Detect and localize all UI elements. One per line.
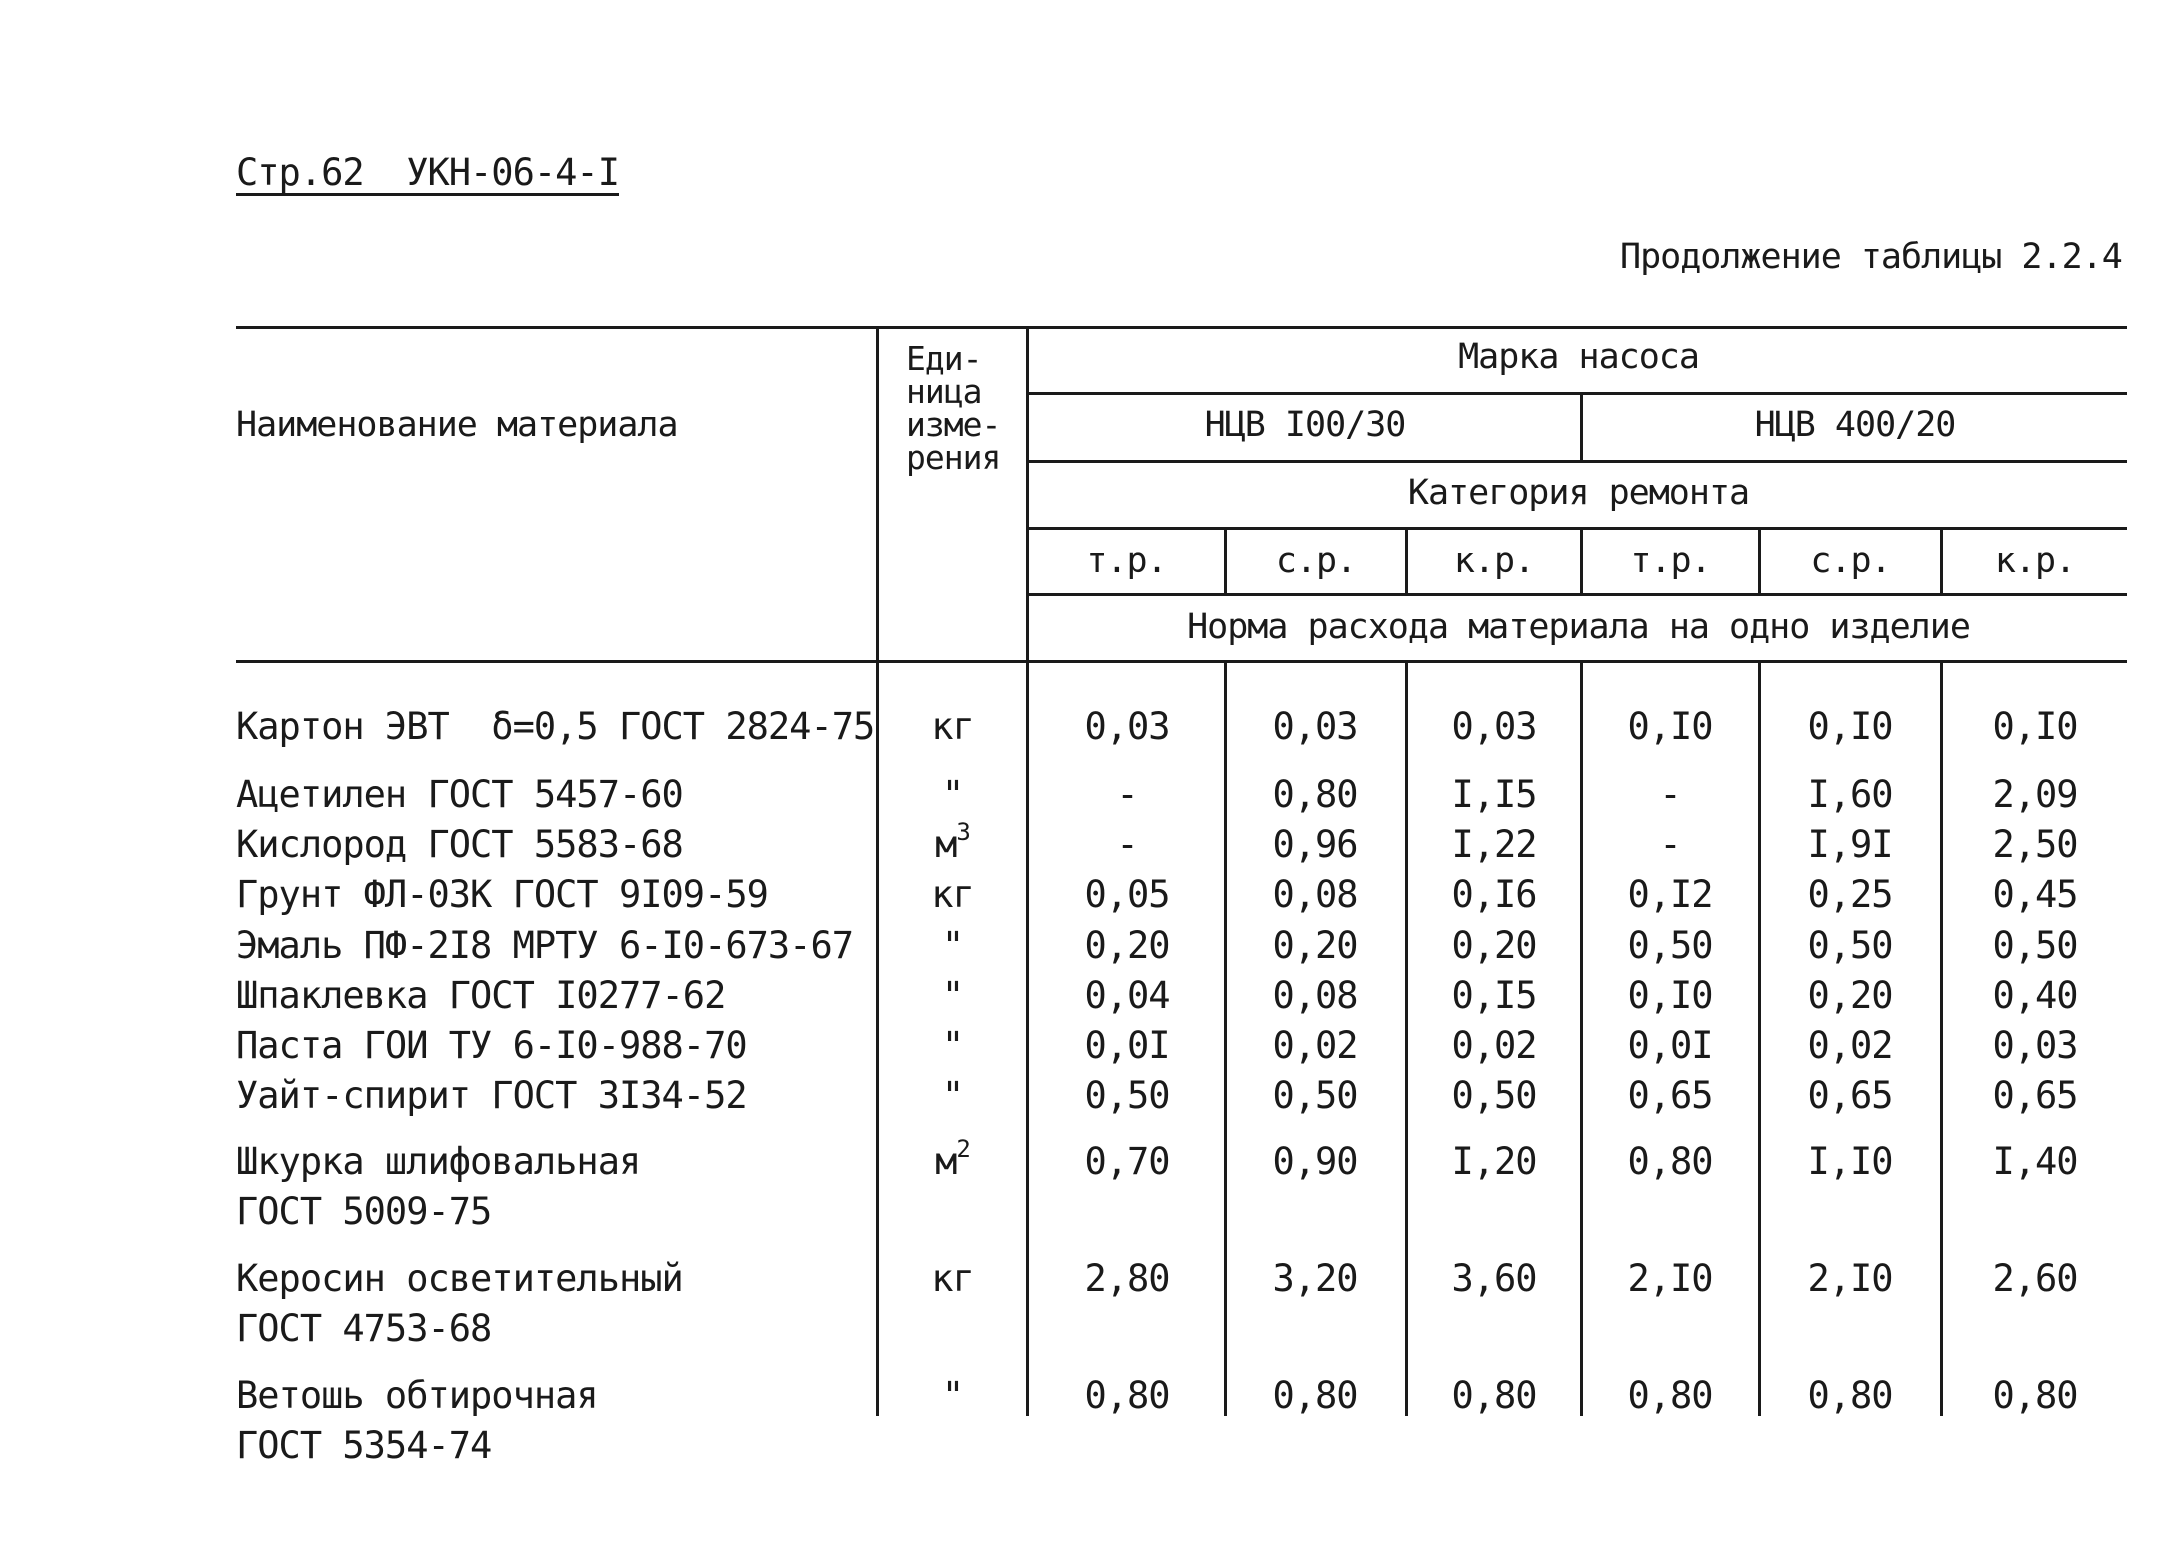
value-cell: 0,65 (1627, 1074, 1713, 1117)
pump-name-1: НЦВ I00/30 (1204, 405, 1406, 445)
category-label: к.р. (1994, 541, 2076, 581)
value-cell: 0,50 (1807, 924, 1893, 967)
value-cell: 3,20 (1272, 1257, 1358, 1300)
value-cell: I,9I (1807, 823, 1893, 866)
category-label: т.р. (1630, 541, 1711, 581)
value-cell: 0,50 (1084, 1074, 1170, 1117)
value-cell: - (1659, 773, 1681, 816)
unit-exponent: 2 (956, 1135, 970, 1163)
unit-cell (879, 1024, 1026, 1067)
value-cell: 0,65 (1992, 1074, 2078, 1117)
value-cell: 3,60 (1451, 1257, 1537, 1300)
column-header-unit-line-1: Еди- (906, 339, 982, 378)
unit-text: кг (931, 873, 974, 916)
value-cell: - (1659, 823, 1681, 866)
value-cell: 0,50 (1627, 924, 1713, 967)
col-divider-name-unit (876, 328, 879, 1416)
value-cell: - (1116, 773, 1138, 816)
value-cell: 0,I5 (1451, 974, 1537, 1017)
value-cell: 2,09 (1992, 773, 2078, 816)
value-cell: I,I5 (1451, 773, 1537, 816)
value-cell: 0,I0 (1807, 705, 1893, 748)
value-cell: 0,03 (1084, 705, 1170, 748)
value-cell: 0,50 (1272, 1074, 1358, 1117)
unit-text: " (941, 924, 964, 967)
value-cell: I,I0 (1807, 1140, 1893, 1183)
unit-cell (879, 1374, 1026, 1417)
unit-text: кг (931, 1257, 974, 1300)
value-cell: 0,03 (1451, 705, 1537, 748)
value-cell: I,22 (1451, 823, 1537, 866)
value-cell: 0,05 (1084, 873, 1170, 916)
material-name: ГОСТ 5354-74 (236, 1424, 492, 1467)
value-cell: 0,20 (1807, 974, 1893, 1017)
value-cell: 0,80 (1084, 1374, 1170, 1417)
body-col-divider-5 (1940, 662, 1943, 1416)
column-header-unit-line-2: ница (906, 372, 982, 411)
pump-name-2: НЦВ 400/20 (1754, 405, 1956, 445)
value-cell: 0,96 (1272, 823, 1358, 866)
value-cell: 0,I2 (1627, 873, 1713, 916)
value-cell: 0,02 (1807, 1024, 1893, 1067)
value-cell: 0,I0 (1627, 974, 1713, 1017)
value-cell: 2,80 (1084, 1257, 1170, 1300)
value-cell: 0,20 (1451, 924, 1537, 967)
material-name: Ветошь обтирочная (236, 1374, 598, 1417)
value-cell: 0,20 (1272, 924, 1358, 967)
unit-cell (879, 873, 1026, 916)
category-label: с.р. (1810, 541, 1891, 581)
unit-text: " (941, 773, 964, 816)
value-cell: 0,45 (1992, 873, 2078, 916)
material-name: Кислород ГОСТ 5583-68 (236, 823, 683, 866)
unit-text: м (935, 823, 957, 866)
col-divider-unit-values (1026, 328, 1029, 1416)
value-cell: 0,80 (1272, 773, 1358, 816)
pump-brand-header: Марка насоса (1458, 337, 1699, 377)
material-name: Картон ЭВТ δ=0,5 ГОСТ 2824-75 (236, 705, 875, 748)
category-label: т.р. (1086, 541, 1167, 581)
material-name: ГОСТ 5009-75 (236, 1190, 492, 1233)
body-col-divider-2 (1405, 662, 1408, 1416)
value-cell: 0,02 (1451, 1024, 1537, 1067)
body-col-divider-4 (1758, 662, 1761, 1416)
consumption-norm-header: Норма расхода материала на одно изделие (1187, 607, 1970, 647)
unit-text: " (941, 1074, 964, 1117)
value-cell: I,40 (1992, 1140, 2078, 1183)
value-cell: 0,I0 (1992, 705, 2078, 748)
value-cell: 0,02 (1272, 1024, 1358, 1067)
value-cell: I,20 (1451, 1140, 1537, 1183)
unit-exponent: 3 (956, 818, 970, 846)
unit-cell (879, 818, 1026, 866)
unit-cell (879, 773, 1026, 816)
material-name: Ацетилен ГОСТ 5457-60 (236, 773, 683, 816)
category-label: к.р. (1453, 541, 1535, 581)
unit-text: " (941, 974, 964, 1017)
value-cell: 2,I0 (1627, 1257, 1713, 1300)
unit-cell (879, 1074, 1026, 1117)
body-col-divider-3 (1580, 662, 1583, 1416)
value-cell: 0,70 (1084, 1140, 1170, 1183)
column-header-material: Наименование материала (236, 405, 678, 445)
value-cell: 0,08 (1272, 974, 1358, 1017)
rule-below-pump-header (1028, 392, 2127, 395)
value-cell: 0,0I (1627, 1024, 1713, 1067)
value-cell: 0,90 (1272, 1140, 1358, 1183)
value-cell: 0,I0 (1627, 705, 1713, 748)
unit-cell (879, 1135, 1026, 1183)
body-col-divider-1 (1224, 662, 1227, 1416)
value-cell: 2,I0 (1807, 1257, 1893, 1300)
material-name: Шкурка шлифовальная (236, 1140, 641, 1183)
value-cell: 0,65 (1807, 1074, 1893, 1117)
value-cell: 0,50 (1992, 924, 2078, 967)
value-cell: 0,25 (1807, 873, 1893, 916)
category-label: с.р. (1275, 541, 1357, 581)
value-cell: 0,80 (1451, 1374, 1537, 1417)
unit-text: м (935, 1140, 957, 1183)
repair-category-header: Категория ремонта (1407, 473, 1750, 513)
material-name: Эмаль ПФ-2I8 МРТУ 6-I0-673-67 (236, 924, 854, 967)
material-name: Грунт ФЛ-03К ГОСТ 9I09-59 (236, 873, 768, 916)
value-cell: 2,50 (1992, 823, 2078, 866)
unit-cell (879, 705, 1026, 748)
material-name: Шпаклевка ГОСТ I0277-62 (236, 974, 726, 1017)
value-cell: 0,04 (1084, 974, 1170, 1017)
column-header-unit-line-3: изме- (906, 405, 1001, 444)
table-continuation-title: Продолжение таблицы 2.2.4 (1620, 237, 2122, 277)
value-cell: 0,50 (1451, 1074, 1537, 1117)
column-header-unit-line-4: рения (906, 438, 1001, 477)
page-reference: Стр.62 УКН-06-4-I (236, 151, 619, 194)
value-cell: 0,80 (1627, 1140, 1713, 1183)
value-cell: 0,20 (1084, 924, 1170, 967)
value-cell: 0,08 (1272, 873, 1358, 916)
value-cell: - (1116, 823, 1138, 866)
value-cell: 0,80 (1627, 1374, 1713, 1417)
value-cell: 0,03 (1272, 705, 1358, 748)
unit-text: кг (931, 705, 974, 748)
value-cell: 0,03 (1992, 1024, 2078, 1067)
table-top-rule (236, 326, 2127, 329)
table-header-bottom-rule (236, 660, 2127, 663)
value-cell: 2,60 (1992, 1257, 2078, 1300)
value-cell: 0,0I (1084, 1024, 1170, 1067)
value-cell: 0,40 (1992, 974, 2078, 1017)
unit-cell (879, 974, 1026, 1017)
unit-cell (879, 1257, 1026, 1300)
value-cell: 0,80 (1272, 1374, 1358, 1417)
rule-below-pump-names (1028, 460, 2127, 463)
value-cell: 0,80 (1807, 1374, 1893, 1417)
material-name: Керосин осветительный (236, 1257, 683, 1300)
material-name: Паста ГОИ ТУ 6-I0-988-70 (236, 1024, 747, 1067)
rule-below-repair-header (1028, 527, 2127, 530)
unit-text: " (941, 1374, 964, 1417)
value-cell: I,60 (1807, 773, 1893, 816)
material-name: ГОСТ 4753-68 (236, 1307, 492, 1350)
value-cell: 0,I6 (1451, 873, 1537, 916)
unit-text: " (941, 1024, 964, 1067)
rule-below-categories (1028, 593, 2127, 596)
material-name: Уайт-спирит ГОСТ 3I34-52 (236, 1074, 747, 1117)
value-cell: 0,80 (1992, 1374, 2078, 1417)
unit-cell (879, 924, 1026, 967)
